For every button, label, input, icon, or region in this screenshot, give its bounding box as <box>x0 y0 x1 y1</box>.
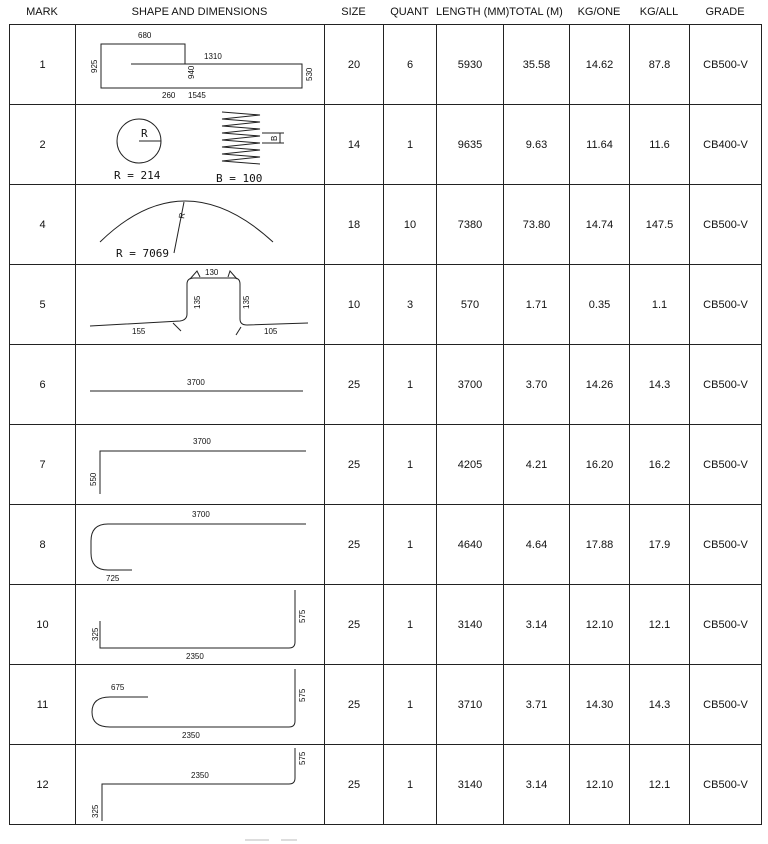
kg-all-cell: 11.6 <box>630 105 690 185</box>
dimension-label: 2350 <box>182 731 200 740</box>
shape-cell <box>76 665 325 745</box>
grade-cell: CB500-V <box>690 185 762 265</box>
length-cell: 9635 <box>437 105 504 185</box>
shape-cell <box>76 25 325 105</box>
dimension-label: 3700 <box>193 437 211 446</box>
shape-cell <box>76 425 325 505</box>
radius-label: R <box>141 127 148 140</box>
pitch-label: B <box>270 135 279 141</box>
size-cell: 20 <box>325 25 384 105</box>
total-cell: 4.64 <box>504 505 570 585</box>
grade-cell: CB500-V <box>690 665 762 745</box>
dimension-label: 3700 <box>187 378 205 387</box>
length-cell: 7380 <box>437 185 504 265</box>
size-cell: 14 <box>325 105 384 185</box>
dimension-label: 575 <box>298 751 307 765</box>
grade-cell: CB500-V <box>690 25 762 105</box>
dimension-label: 575 <box>298 688 307 702</box>
kg-one-cell: 14.62 <box>570 25 630 105</box>
grade-cell: CB500-V <box>690 265 762 345</box>
header-length: LENGTH (MM) <box>436 6 510 18</box>
length-cell: 3700 <box>437 345 504 425</box>
quant-cell: 6 <box>384 25 437 105</box>
table-row <box>10 345 762 425</box>
header-mark: MARK <box>26 6 58 18</box>
quant-cell: 1 <box>384 745 437 825</box>
bar-shape-drawing <box>76 265 325 344</box>
dimension-label: 575 <box>298 609 307 623</box>
mark-cell: 8 <box>10 505 76 585</box>
total-cell: 3.14 <box>504 745 570 825</box>
kg-all-cell: 16.2 <box>630 425 690 505</box>
quant-cell: 1 <box>384 425 437 505</box>
bar-shape-drawing <box>76 105 325 184</box>
total-cell: 4.21 <box>504 425 570 505</box>
grade-cell: CB500-V <box>690 745 762 825</box>
bar-shape-drawing <box>76 25 325 104</box>
quant-cell: 1 <box>384 585 437 665</box>
mark-cell: 6 <box>10 345 76 425</box>
length-cell: 4640 <box>437 505 504 585</box>
dimension-label: 550 <box>89 472 98 486</box>
header-quant: QUANT <box>390 6 429 18</box>
kg-one-cell: 16.20 <box>570 425 630 505</box>
dimension-label: 325 <box>91 804 100 818</box>
table-row <box>10 185 762 265</box>
kg-one-cell: 14.74 <box>570 185 630 265</box>
mark-cell: 12 <box>10 745 76 825</box>
kg-all-cell: 17.9 <box>630 505 690 585</box>
bar-shape-drawing <box>76 425 325 504</box>
header-kg-all: KG/ALL <box>639 6 679 18</box>
dimension-label: 135 <box>242 295 251 309</box>
radius-label: R <box>177 212 187 220</box>
dimension-label: 940 <box>187 65 196 79</box>
kg-one-cell: 14.26 <box>570 345 630 425</box>
quant-cell: 10 <box>384 185 437 265</box>
size-cell: 25 <box>325 345 384 425</box>
size-cell: 25 <box>325 505 384 585</box>
dimension-label: 925 <box>90 59 99 73</box>
dimension-label: 325 <box>91 627 100 641</box>
table-row <box>10 265 762 345</box>
dimension-label: 155 <box>132 327 146 336</box>
quant-cell: 1 <box>384 105 437 185</box>
shape-cell <box>76 105 325 185</box>
shape-cell <box>76 505 325 585</box>
dimension-label: 675 <box>111 683 125 692</box>
shape-cell <box>76 265 325 345</box>
shape-cell <box>76 185 325 265</box>
grade-cell: CB500-V <box>690 585 762 665</box>
header-total: TOTAL (M) <box>509 6 563 18</box>
kg-all-cell: 14.3 <box>630 665 690 745</box>
total-cell: 3.14 <box>504 585 570 665</box>
grade-cell: CB400-V <box>690 105 762 185</box>
kg-one-cell: 14.30 <box>570 665 630 745</box>
shape-cell <box>76 345 325 425</box>
kg-all-cell: 147.5 <box>630 185 690 265</box>
bar-shape-drawing <box>76 745 325 824</box>
radius-value: R = 214 <box>114 169 161 182</box>
header-shape: SHAPE AND DIMENSIONS <box>131 6 268 18</box>
grade-cell: CB500-V <box>690 425 762 505</box>
length-cell: 3140 <box>437 745 504 825</box>
length-cell: 5930 <box>437 25 504 105</box>
dimension-label: 680 <box>138 31 152 40</box>
kg-one-cell: 11.64 <box>570 105 630 185</box>
header-size: SIZE <box>341 6 366 18</box>
table-row <box>10 505 762 585</box>
quant-cell: 1 <box>384 345 437 425</box>
quant-cell: 3 <box>384 265 437 345</box>
shape-cell <box>76 585 325 665</box>
kg-one-cell: 12.10 <box>570 585 630 665</box>
bar-shape-drawing <box>76 345 325 424</box>
table-row <box>10 745 762 825</box>
dimension-label: 135 <box>193 295 202 309</box>
table-row <box>10 25 762 105</box>
bar-shape-drawing <box>76 585 325 664</box>
table-row <box>10 105 762 185</box>
grade-cell: CB500-V <box>690 505 762 585</box>
bar-shape-drawing <box>76 505 325 584</box>
total-cell: 9.63 <box>504 105 570 185</box>
kg-one-cell: 17.88 <box>570 505 630 585</box>
total-cell: 3.70 <box>504 345 570 425</box>
footer-mark <box>245 838 305 842</box>
kg-all-cell: 12.1 <box>630 745 690 825</box>
kg-all-cell: 12.1 <box>630 585 690 665</box>
mark-cell: 7 <box>10 425 76 505</box>
quant-cell: 1 <box>384 665 437 745</box>
length-cell: 4205 <box>437 425 504 505</box>
mark-cell: 5 <box>10 265 76 345</box>
length-cell: 3710 <box>437 665 504 745</box>
kg-all-cell: 87.8 <box>630 25 690 105</box>
shape-cell <box>76 745 325 825</box>
dimension-label: 3700 <box>192 510 210 519</box>
dimension-label: 530 <box>305 67 314 81</box>
size-cell: 25 <box>325 745 384 825</box>
total-cell: 35.58 <box>504 25 570 105</box>
mark-cell: 4 <box>10 185 76 265</box>
table-row <box>10 665 762 745</box>
size-cell: 25 <box>325 585 384 665</box>
header-grade: GRADE <box>705 6 745 18</box>
bar-schedule-table <box>9 24 762 825</box>
kg-one-cell: 0.35 <box>570 265 630 345</box>
quant-cell: 1 <box>384 505 437 585</box>
size-cell: 18 <box>325 185 384 265</box>
grade-cell: CB500-V <box>690 345 762 425</box>
kg-one-cell: 12.10 <box>570 745 630 825</box>
header-kg-one: KG/ONE <box>577 6 621 18</box>
size-cell: 25 <box>325 425 384 505</box>
total-cell: 73.80 <box>504 185 570 265</box>
dimension-label: 1310 <box>204 52 222 61</box>
pitch-value: B = 100 <box>216 172 263 184</box>
dimension-label: 2350 <box>191 771 209 780</box>
kg-all-cell: 14.3 <box>630 345 690 425</box>
kg-all-cell: 1.1 <box>630 265 690 345</box>
dimension-label: 1545 <box>188 91 206 100</box>
length-cell: 570 <box>437 265 504 345</box>
mark-cell: 2 <box>10 105 76 185</box>
dimension-label: 725 <box>106 574 120 583</box>
dimension-label: 260 <box>162 91 176 100</box>
table-row <box>10 425 762 505</box>
dimension-label: 105 <box>264 327 278 336</box>
bar-shape-drawing <box>76 185 325 264</box>
radius-value: R = 7069 <box>116 247 169 260</box>
length-cell: 3140 <box>437 585 504 665</box>
size-cell: 10 <box>325 265 384 345</box>
table-row <box>10 585 762 665</box>
mark-cell: 11 <box>10 665 76 745</box>
dimension-label: 2350 <box>186 652 204 661</box>
total-cell: 1.71 <box>504 265 570 345</box>
dimension-label: 130 <box>205 268 219 277</box>
mark-cell: 1 <box>10 25 76 105</box>
total-cell: 3.71 <box>504 665 570 745</box>
bar-shape-drawing <box>76 665 325 744</box>
mark-cell: 10 <box>10 585 76 665</box>
size-cell: 25 <box>325 665 384 745</box>
